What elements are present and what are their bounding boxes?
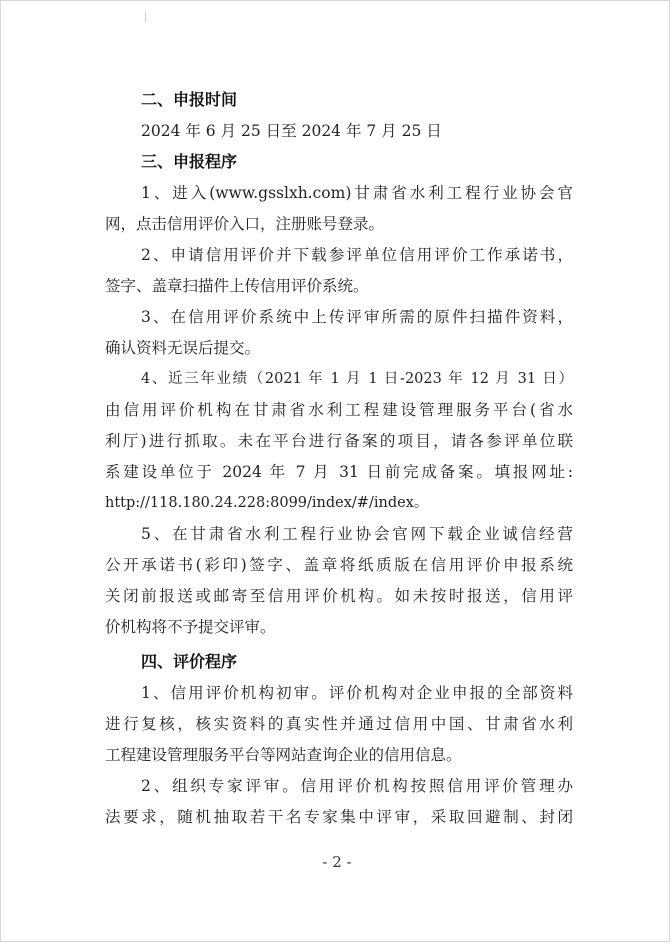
application-period-text: 2024 年 6 月 25 日至 2024 年 7 月 25 日 — [141, 122, 442, 140]
paragraph-line: 签字、盖章扫描件上传信用评价系统。 — [105, 277, 369, 295]
paragraph-line: 系建设单位于 2024 年 7 月 31 日前完成备案。填报网址: — [105, 463, 573, 481]
paragraph-line: 3、在信用评价系统中上传评审所需的原件扫描件资料， — [141, 308, 573, 326]
paragraph-line: 公开承诺书(彩印)签字、盖章将纸质版在信用评价申报系统 — [105, 556, 573, 574]
section-heading-application-time: 二、申报时间 — [141, 90, 238, 109]
paragraph-line: 价机构将不予提交评审。 — [105, 618, 276, 636]
paragraph-line: 利厅)进行抓取。未在平台进行备案的项目，请各参评单位联 — [105, 432, 573, 450]
page-number: - 2 - — [322, 853, 352, 871]
paragraph-line: 2、组织专家评审。信用评价机构按照信用评价管理办 — [141, 777, 573, 795]
paragraph-line: 进行复核，核实资料的真实性并通过信用中国、甘肃省水利 — [105, 715, 573, 733]
paragraph-line: 由信用评价机构在甘肃省水利工程建设管理服务平台(省水 — [105, 401, 573, 419]
paragraph-line: 确认资料无误后提交。 — [105, 339, 261, 357]
paragraph-line: 2、申请信用评价并下载参评单位信用评价工作承诺书， — [141, 246, 573, 264]
paragraph-line: 1、信用评价机构初审。评价机构对企业申报的全部资料 — [141, 684, 573, 702]
paragraph-line: 5、在甘肃省水利工程行业协会官网下载企业诚信经营 — [141, 525, 573, 543]
paragraph-line: 4、近三年业绩（2021 年 1 月 1 日-2023 年 12 月 31 日） — [141, 371, 573, 387]
paragraph-line: 法要求，随机抽取若干名专家集中评审，采取回避制、封闭 — [105, 808, 573, 826]
registration-url-line: http://118.180.24.228:8099/index/#/index。 — [105, 495, 429, 511]
paragraph-line: 网，点击信用评价入口，注册账号登录。 — [105, 215, 385, 233]
section-heading-application-procedure: 三、申报程序 — [141, 152, 238, 171]
paragraph-line: 1、进入(www.gsslxh.com)甘肃省水利工程行业协会官 — [141, 184, 573, 202]
section-heading-evaluation-procedure: 四、评价程序 — [141, 652, 238, 671]
scan-mark — [145, 11, 146, 23]
paragraph-line: 工程建设管理服务平台等网站查询企业的信用信息。 — [105, 746, 462, 764]
paragraph-line: 关闭前报送或邮寄至信用评价机构。如未按时报送，信用评 — [105, 587, 573, 605]
